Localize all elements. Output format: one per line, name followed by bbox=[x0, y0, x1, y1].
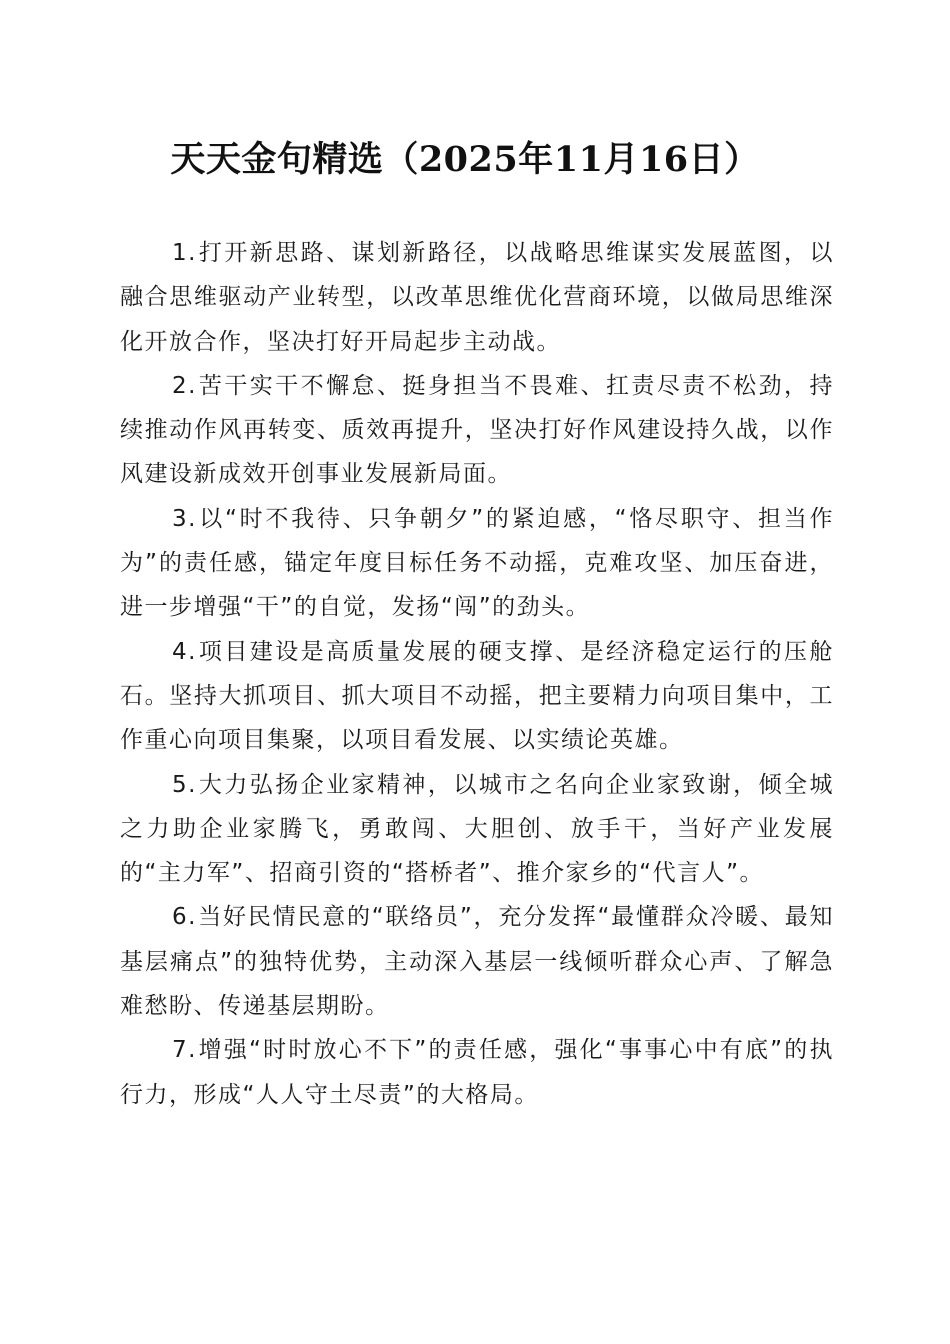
paragraph-6 bbox=[120, 895, 834, 1028]
paragraph-1 bbox=[120, 231, 834, 364]
paragraph-text: 打开新思路、谋划新路径，以战略思维谋实发展蓝图，以融合思维驱动产业转型，以改革思维优化营商环境，以做局思维深化开放合作，坚决打好开局起步主动战。 bbox=[120, 240, 834, 355]
paragraph-number: 7. bbox=[172, 1037, 197, 1064]
paragraph-text: 苦干实干不懈怠、挺身担当不畏难、扛责尽责不松劲，持续推动作风再转变、质效再提升，坚决打好作风建设持久战，以作风建设新成效开创事业发展新局面。 bbox=[120, 372, 834, 488]
paragraph-text: 增强“时时放心不下”的责任感，强化“事事心中有底”的执行力，形成“人人守土尽责”的大格局。 bbox=[120, 1037, 834, 1108]
paragraph-text: 当好民情民意的“联络员”，充分发挥“最懂群众冷暖、最知基层痛点”的独特优势，主动深入基层一线倾听群众心声、了解急难愁盼、传递基层期盼。 bbox=[120, 904, 834, 1020]
paragraph-number: 2. bbox=[172, 372, 197, 399]
paragraph-number: 1. bbox=[172, 240, 197, 266]
paragraph-number: 3. bbox=[172, 505, 197, 532]
paragraph-7 bbox=[120, 1028, 834, 1117]
document-body bbox=[120, 231, 834, 1117]
paragraph-4 bbox=[120, 630, 834, 763]
paragraph-text: 以“时不我待、只争朝夕”的紧迫感，“恪尽职守、担当作为”的责任感，锚定年度目标任务不动摇，克难攻坚、加压奋进，进一步增强“干”的自觉，发扬“闯”的劲头。 bbox=[120, 505, 834, 621]
paragraph-3 bbox=[120, 497, 834, 630]
paragraph-text: 项目建设是高质量发展的硬支撑、是经济稳定运行的压舱石。坚持大抓项目、抓大项目不动摇，把主要精力向项目集中，工作重心向项目集聚，以项目看发展、以实绩论英雄。 bbox=[120, 638, 834, 754]
paragraph-text: 大力弘扬企业家精神，以城市之名向企业家致谢，倾全城之力助企业家腾飞，勇敢闯、大胆创、放手干，当好产业发展的“主力军”、招商引资的“搭桥者”、推介家乡的“代言人”。 bbox=[120, 771, 834, 887]
paragraph-number: 5. bbox=[172, 771, 197, 798]
paragraph-5 bbox=[120, 763, 834, 896]
document-title: 天天金句精选（2025年11月16日） bbox=[170, 139, 760, 180]
paragraph-number: 6. bbox=[172, 904, 197, 931]
paragraph-2 bbox=[120, 364, 834, 497]
paragraph-number: 4. bbox=[172, 638, 197, 665]
